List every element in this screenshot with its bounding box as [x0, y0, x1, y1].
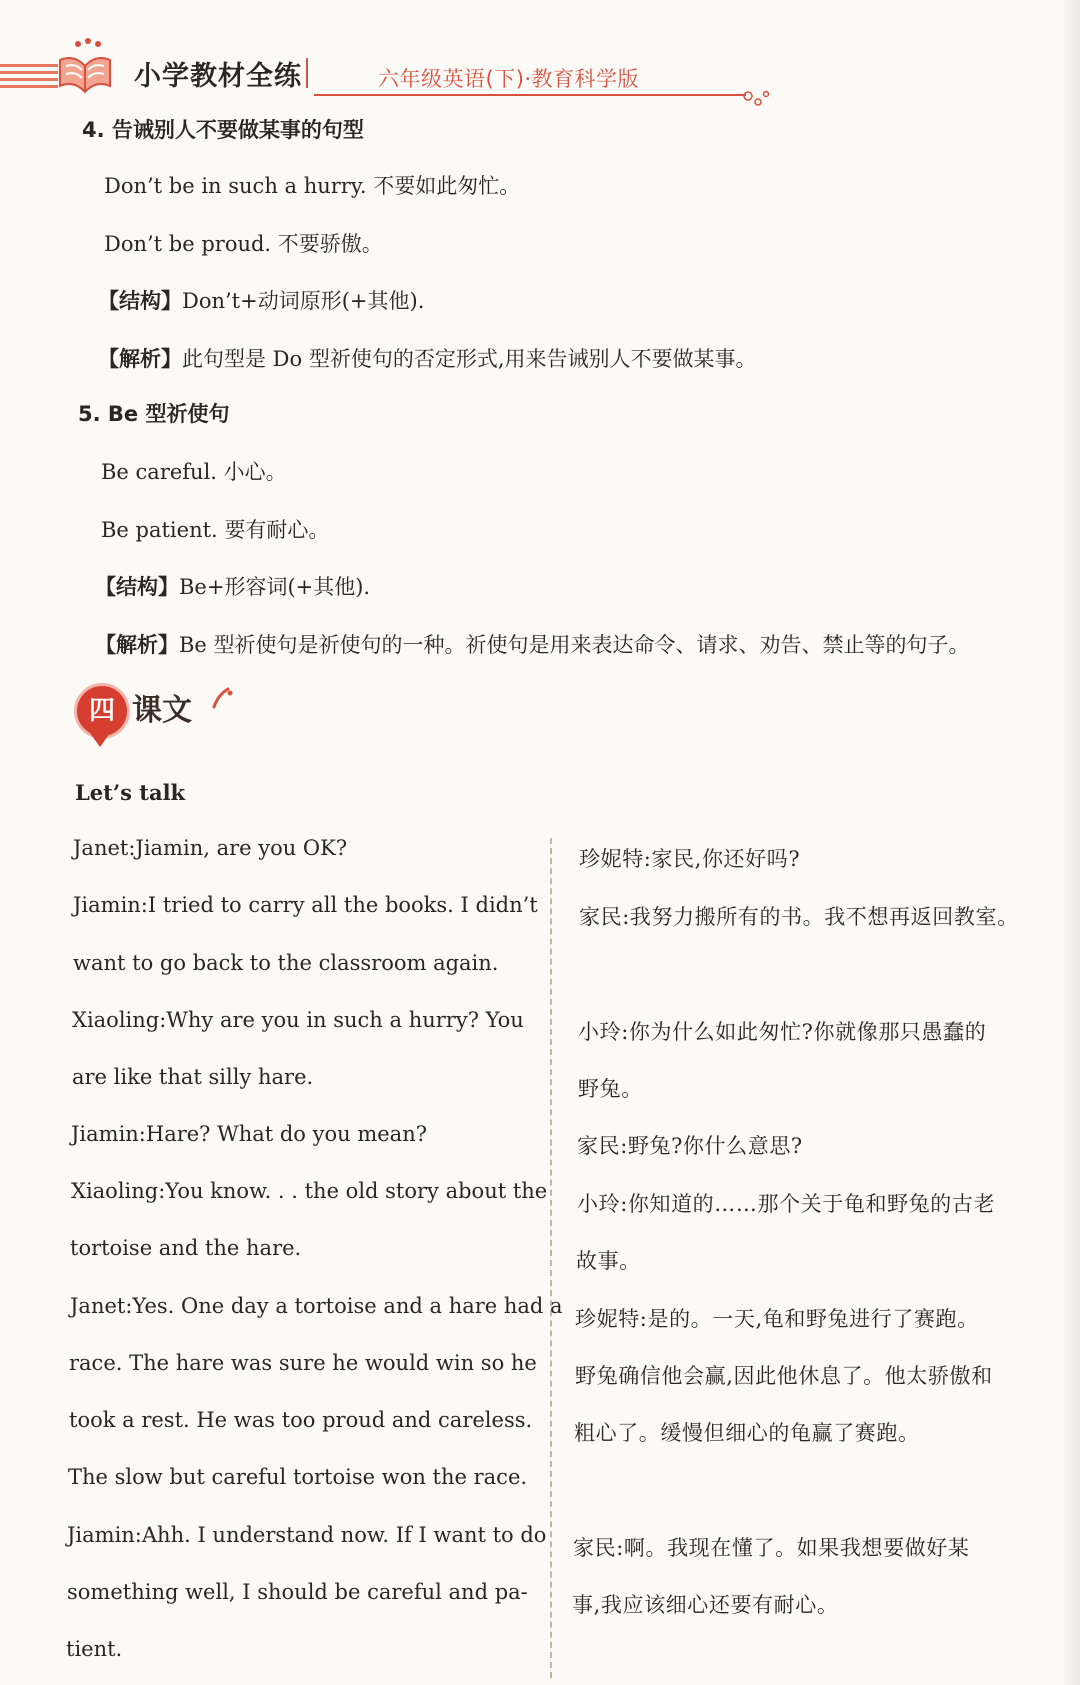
analysis-text: 此句型是 Do 型祈使句的否定形式,用来告诫别人不要做某事。: [182, 347, 757, 371]
talk-title: Let’s talk: [75, 780, 186, 805]
sparkle-icon: [208, 685, 234, 711]
en-line: something well, I should be careful and pa-: [67, 1580, 528, 1604]
en-line: took a rest. He was too proud and careless.: [69, 1408, 533, 1432]
page-header: [0, 30, 780, 110]
structure-label: 【结构】: [98, 288, 182, 313]
zh-line: 珍妮特:是的。一天,龟和野兔进行了赛跑。: [575, 1307, 979, 1331]
analysis-text: Be 型祈使句是祈使句的一种。祈使句是用来表达命令、请求、劝告、禁止等的句子。: [179, 633, 970, 657]
analysis-label: 【解析】: [98, 346, 182, 371]
en-line: tortoise and the hare.: [70, 1236, 302, 1260]
zh-line: 故事。: [576, 1249, 641, 1273]
chapter-name: 课文: [132, 693, 192, 728]
series-title: 六年级英语(下)·教育科学版: [378, 67, 640, 91]
zh-line: 家民:野兔?你什么意思?: [577, 1134, 803, 1158]
section-4-analysis: [98, 343, 757, 373]
en-line: Janet:Jiamin, are you OK?: [73, 836, 348, 860]
zh-line: 野兔确信他会赢,因此他休息了。他太骄傲和: [575, 1364, 993, 1388]
chapter-number-badge: 四: [74, 683, 130, 739]
header-dots-icon: [742, 84, 772, 112]
zh-line: 事,我应该细心还要有耐心。: [572, 1593, 839, 1617]
en-line: Janet:Yes. One day a tortoise and a hare had a: [70, 1294, 563, 1318]
en-line: Jiamin:Ahh. I understand now. If I want to do: [67, 1523, 547, 1547]
en-line: Xiaoling:Why are you in such a hurry? You: [72, 1008, 524, 1032]
structure-text: Be+形容词(+其他).: [179, 575, 371, 599]
section-4-structure: [98, 285, 424, 315]
section-4-example-2: Don’t be proud. 不要骄傲。: [104, 232, 383, 256]
en-line: tient.: [66, 1637, 123, 1661]
section-5-example-2: Be patient. 要有耐心。: [101, 518, 330, 542]
brand-title: 小学教材全练: [134, 61, 302, 92]
en-line: want to go back to the classroom again.: [73, 951, 499, 975]
column-divider: [550, 838, 552, 1678]
en-line: Xiaoling:You know. . . the old story about the: [71, 1179, 548, 1203]
chapter-heading: [72, 683, 252, 755]
zh-line: 小玲:你为什么如此匆忙?你就像那只愚蠢的: [578, 1020, 987, 1044]
zh-line: 家民:我努力搬所有的书。我不想再返回教室。: [579, 905, 1019, 929]
section-5-structure: [95, 571, 370, 601]
header-underline: [314, 94, 746, 96]
zh-line: 粗心了。缓慢但细心的龟赢了赛跑。: [574, 1421, 920, 1445]
section-4-example-1: Don’t be in such a hurry. 不要如此匆忙。: [104, 174, 521, 198]
section-4-title: 4. 告诫别人不要做某事的句型: [82, 118, 364, 142]
structure-label: 【结构】: [95, 574, 179, 599]
header-stripes: [0, 64, 58, 94]
section-5-analysis: [95, 629, 970, 659]
zh-line: 珍妮特:家民,你还好吗?: [579, 847, 801, 871]
structure-text: Don’t+动词原形(+其他).: [182, 289, 425, 313]
zh-line: 家民:啊。我现在懂了。如果我想要做好某: [573, 1536, 970, 1560]
en-line: Jiamin:Hare? What do you mean?: [71, 1122, 427, 1146]
zh-line: 野兔。: [578, 1077, 643, 1101]
analysis-label: 【解析】: [95, 632, 179, 657]
section-5-example-1: Be careful. 小心。: [101, 460, 287, 484]
en-line: are like that silly hare.: [72, 1065, 314, 1089]
zh-line: 小玲:你知道的……那个关于龟和野兔的古老: [577, 1192, 996, 1216]
en-line: Jiamin:I tried to carry all the books. I didn’t: [73, 893, 538, 917]
en-line: The slow but careful tortoise won the race.: [68, 1465, 528, 1489]
brand-divider: [306, 58, 308, 88]
page-edge-shadow: [1062, 0, 1080, 1685]
open-book-logo-icon: [54, 36, 116, 98]
section-5-title: 5. Be 型祈使句: [78, 402, 230, 426]
en-line: race. The hare was sure he would win so he: [69, 1351, 537, 1375]
badge-pointer: [90, 733, 110, 747]
